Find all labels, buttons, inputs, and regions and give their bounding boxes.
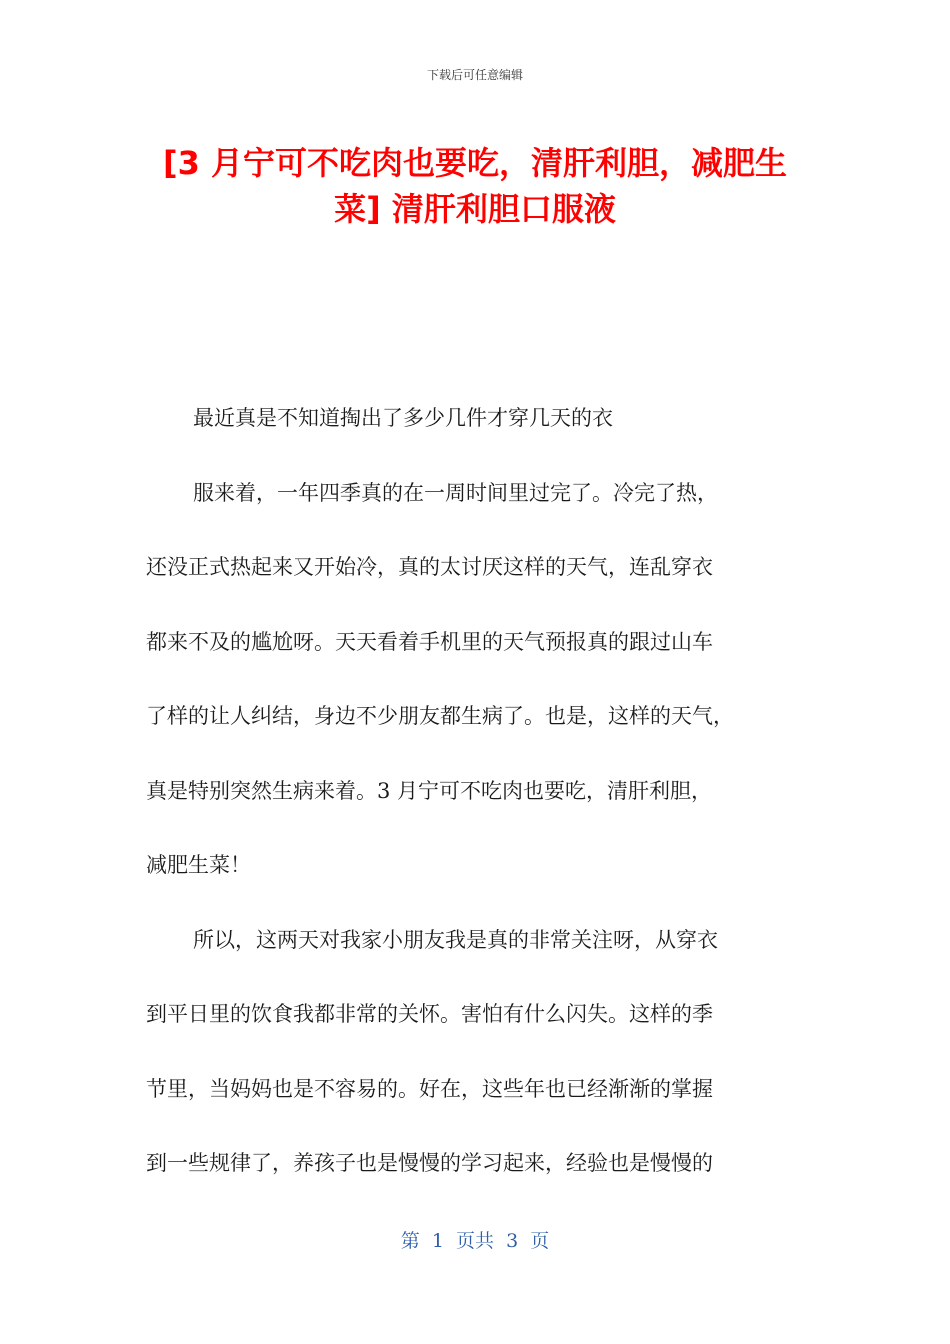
page-number-footer: 第 1 页共 3 页 <box>400 1230 550 1252</box>
paragraph-line: 到一些规律了，养孩子也是慢慢的学习起来，经验也是慢慢的 <box>146 1151 713 1175</box>
download-note: 下载后可任意编辑 <box>426 68 523 82</box>
document-body <box>146 392 806 1212</box>
paragraph-line: 到平日里的饮食我都非常的关怀。害怕有什么闪失。这样的季 <box>146 1002 713 1026</box>
paragraph-line: 节里，当妈妈也是不容易的。好在，这些年也已经渐渐的掌握 <box>146 1076 713 1101</box>
paragraph-line: 服来着，一年四季真的在一周时间里过完了。冷完了热， <box>193 480 718 505</box>
paragraph-line: 都来不及的尴尬呀。天天看着手机里的天气预报真的跟过山车 <box>146 629 713 654</box>
paragraph-line: 所以，这两天对我家小朋友我是真的非常关注呀，从穿衣 <box>193 927 718 952</box>
paragraph-line: 还没正式热起来又开始冷，真的太讨厌这样的天气，连乱穿衣 <box>146 555 713 579</box>
paragraph-line: 减肥生菜！ <box>146 853 251 877</box>
document-title: [3 月宁可不吃肉也要吃，清肝利胆，减肥生菜] 清肝利胆口服液 <box>162 144 788 228</box>
paragraph-line: 最近真是不知道掏出了多少几件才穿几天的衣 <box>193 406 613 430</box>
paragraph-line: 了样的让人纠结，身边不少朋友都生病了。也是，这样的天气， <box>146 704 734 728</box>
paragraph-line: 真是特别突然生病来着。3 月宁可不吃肉也要吃，清肝利胆， <box>146 778 713 803</box>
